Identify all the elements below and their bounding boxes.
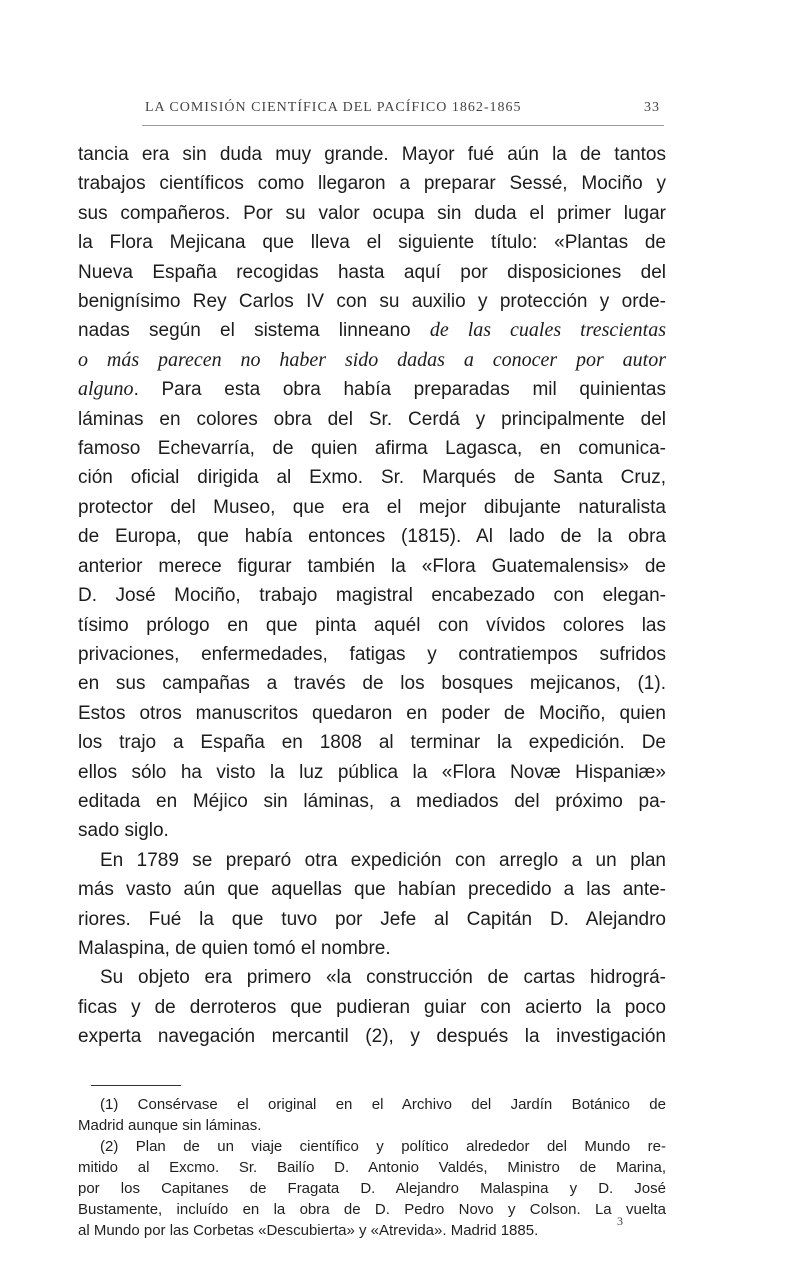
page-number: 33: [644, 100, 660, 115]
footnote-line: Madrid aunque sin láminas.: [78, 1117, 262, 1134]
footnote-line: (2) Plan de un viaje científico y político alrededor del Mundo re-: [100, 1138, 666, 1155]
text-line: benignísimo Rey Carlos IV con su auxilio y protección y orde-: [78, 291, 666, 313]
text-line: Estos otros manuscritos quedaron en poder de Mociño, quien: [78, 702, 666, 724]
text-line: protector del Museo, que era el mejor dibujante naturalista: [78, 496, 666, 518]
footnote-line: (1) Consérvase el original en el Archivo del Jardín Botánico de: [100, 1096, 666, 1113]
text-line: tancia era sin duda muy grande. Mayor fué aún la de tantos: [78, 144, 666, 165]
footnote-line: por los Capitanes de Fragata D. Alejandro Malaspina y D. José: [78, 1180, 666, 1197]
text-line: tísimo prólogo en que pinta aquél con vívidos colores las: [78, 614, 666, 636]
text-line: nadas según el sistema linneano de las cuales trescientas: [78, 319, 666, 342]
text-line: D. José Mociño, trabajo magistral encabezado con elegan-: [78, 585, 666, 607]
italic-text: de las cuales trescientas: [429, 319, 666, 342]
text-line: la Flora Mejicana que lleva el siguiente título: «Plantas de: [78, 232, 666, 254]
text-line: Su objeto era primero «la construcción de cartas hidrográ-: [100, 967, 666, 989]
text-line: Malaspina, de quien tomó el nombre.: [78, 937, 391, 959]
text-line: más vasto aún que aquellas que habían precedido a las ante-: [78, 879, 666, 901]
signature-mark: 3: [617, 1214, 623, 1228]
footnote-line: al Mundo por las Corbetas «Descubierta» y «Atrevida». Madrid 1885.: [78, 1222, 539, 1239]
text-line: láminas en colores obra del Sr. Cerdá y principalmente del: [78, 408, 666, 430]
text-line: trabajos científicos como llegaron a preparar Sessé, Mociño y: [78, 173, 666, 195]
italic-text: alguno: [78, 378, 134, 401]
text-line: [78, 346, 666, 375]
text-line: ción oficial dirigida al Exmo. Sr. Marqués de Santa Cruz,: [78, 467, 666, 489]
text-line: En 1789 se preparó otra expedición con arreglo a un plan: [100, 849, 666, 871]
text-line: los trajo a España en 1808 al terminar la expedición. De: [78, 732, 666, 754]
running-head: [140, 100, 660, 124]
footnotes: [78, 1094, 666, 1241]
text-line: privaciones, enfermedades, fatigas y contratiempos sufridos: [78, 643, 666, 665]
footnote-rule: [91, 1085, 181, 1086]
header-rule: [142, 125, 664, 126]
text-line: editada en Méjico sin láminas, a mediados del próximo pa-: [78, 790, 666, 812]
text-line: alguno. Para esta obra había preparadas mil quinientas: [78, 378, 666, 401]
text-line: ellos sólo ha visto la luz pública la «Flora Novæ Hispaniæ»: [78, 761, 666, 783]
footnote-line: Bustamente, incluído en la obra de D. Pedro Novo y Colson. La vuelta: [78, 1201, 666, 1218]
running-title: LA COMISIÓN CIENTÍFICA DEL PACÍFICO 1862-1865: [145, 100, 522, 115]
text-line: en sus campañas a través de los bosques mejicanos, (1).: [78, 673, 666, 695]
text-line: de Europa, que había entonces (1815). Al lado de la obra: [78, 526, 666, 548]
text-line: Nueva España recogidas hasta aquí por disposiciones del: [78, 261, 666, 283]
text-line: experta navegación mercantil (2), y después la investigación: [78, 1026, 666, 1048]
text-line: ficas y de derroteros que pudieran guiar con acierto la poco: [78, 996, 666, 1018]
italic-text: o más parecen no haber sido dadas a conocer por autor: [78, 348, 666, 371]
body-text: [78, 140, 666, 1052]
text-line: sus compañeros. Por su valor ocupa sin duda el primer lugar: [78, 202, 666, 224]
text-line: famoso Echevarría, de quien afirma Lagasca, en comunica-: [78, 438, 666, 460]
text-line: anterior merece figurar también la «Flora Guatemalensis» de: [78, 555, 666, 577]
text-line: sado siglo.: [78, 820, 169, 842]
footnote-line: mitido al Excmo. Sr. Bailío D. Antonio Valdés, Ministro de Marina,: [78, 1159, 666, 1176]
text-line: riores. Fué la que tuvo por Jefe al Capitán D. Alejandro: [78, 908, 666, 930]
